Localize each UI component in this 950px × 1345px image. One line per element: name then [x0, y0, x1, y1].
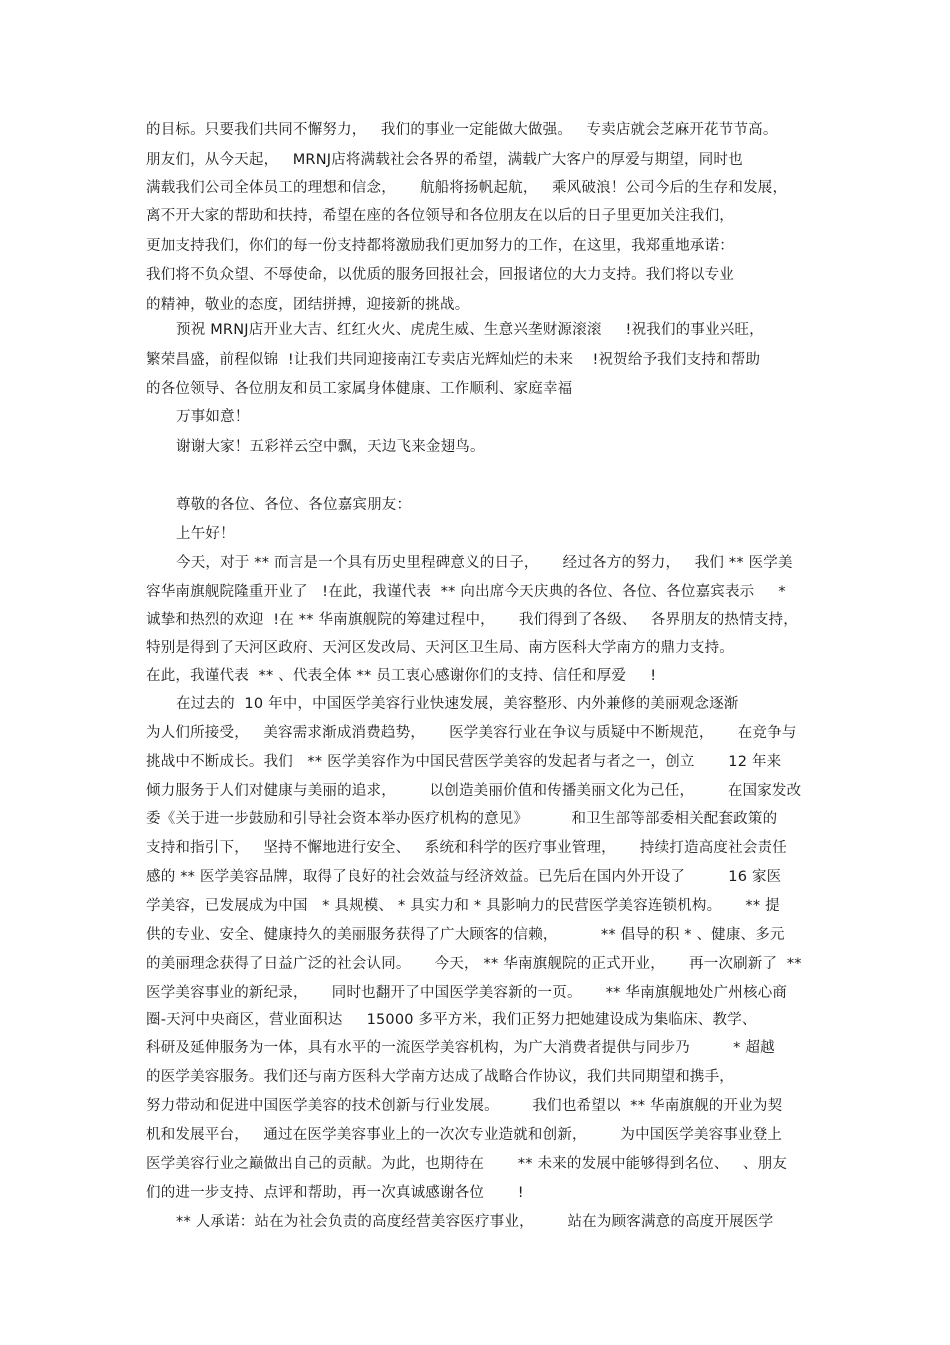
- text-line: 科研及延伸服务为一体，具有水平的一流医学美容机构，为广大消费者提供与同步乃 * 超越: [146, 1040, 775, 1056]
- text-line: 今天，对于 ** 而言是一个具有历史里程碑意义的日子， 经过各方的努力， 我们 ** 医学美: [176, 555, 793, 571]
- text-line: 在此，我谨代表 ** 、代表全体 ** 员工衷心感谢你们的支持、信任和厚爱 !: [146, 668, 657, 684]
- text-line: 感的 ** 医学美容品牌，取得了良好的社会效益与经济效益。已先后在国内外开设了 16 家医: [146, 869, 782, 885]
- text-line: 的精神，敬业的态度，团结拼搏，迎接新的挑战。: [146, 297, 470, 313]
- text-line: 万事如意！: [176, 409, 250, 425]
- text-line: 委《关于进一步鼓励和引导社会资本举办医疗机构的意见》 和卫生部等部委相关配套政策的: [146, 811, 778, 827]
- text-line: 满载我们公司全体员工的理想和信念， 航船将扬帆起航， 乘风破浪！公司今后的生存和发展，: [146, 180, 788, 196]
- text-line: 特别是得到了天河区政府、天河区发改局、天河区卫生局、南方医科大学南方的鼎力支持。: [146, 640, 734, 656]
- text-line: ** 人承诺：站在为社会负责的高度经营美容医疗事业， 站在为顾客满意的高度开展医学: [176, 1214, 774, 1230]
- text-line: 朋友们，从今天起， MRNJ店将满载社会各界的希望，满载广大客户的厚爱与期望，同时也: [146, 152, 743, 168]
- text-line: 挑战中不断成长。我们 ** 医学美容作为中国民营医学美容的发起者与者之一，创立 12 年来: [146, 754, 782, 770]
- text-line: 的医学美容服务。我们还与南方医科大学南方达成了战略合作协议，我们共同期望和携手，: [146, 1069, 734, 1085]
- text-line: 容华南旗舰院隆重开业了 !在此，我谨代表 ** 向出席今天庆典的各位、各位、各位嘉宾表示 *: [146, 584, 786, 600]
- text-line: 的美丽理念获得了日益广泛的社会认同。 今天， ** 华南旗舰院的正式开业， 再一次刷新了 **: [146, 956, 802, 972]
- text-line: 努力带动和促进中国医学美容的技术创新与行业发展。 我们也希望以 ** 华南旗舰的开业为契: [146, 1098, 783, 1114]
- text-line: 圈-天河中央商区，营业面积达 15000 多平方米，我们正努力把她建设成为集临床、教学、: [146, 1012, 757, 1028]
- text-line: 支持和指引下， 坚持不懈地进行安全、 系统和科学的医疗事业管理， 持续打造高度社会责任: [146, 840, 787, 856]
- text-line: 尊敬的各位、各位、各位嘉宾朋友：: [176, 497, 412, 513]
- text-line: 医学美容事业的新纪录， 同时也翻开了中国医学美容新的一页。 ** 华南旗舰地处广州核心商: [146, 985, 788, 1001]
- text-line: 谢谢大家！五彩祥云空中飘，天边飞来金翅鸟。: [176, 439, 485, 455]
- text-line: 们的进一步支持、点评和帮助，再一次真诚感谢各位 !: [146, 1185, 524, 1201]
- text-line: 繁荣昌盛，前程似锦 !让我们共同迎接南江专卖店光辉灿烂的未来 !祝贺给予我们支持和帮助: [146, 352, 761, 368]
- text-line: 在过去的 10 年中，中国医学美容行业快速发展，美容整形、内外兼修的美丽观念逐渐: [176, 696, 739, 712]
- text-line: 的目标。只要我们共同不懈努力， 我们的事业一定能做大做强。 专卖店就会芝麻开花节节高。: [146, 122, 778, 138]
- text-line: 上午好！: [176, 526, 235, 542]
- text-line: 预祝 MRNJ店开业大吉、红红火火、虎虎生威、生意兴垄财源滚滚 !祝我们的事业兴旺，: [176, 322, 764, 338]
- text-line: 机和发展平台， 通过在医学美容事业上的一次次专业造就和创新， 为中国医学美容事业登上: [146, 1127, 783, 1143]
- text-line: 倾力服务于人们对健康与美丽的追求， 以创造美丽价值和传播美丽文化为己任， 在国家发改: [146, 783, 802, 799]
- text-line: 学美容，已发展成为中国 * 具规模、 * 具实力和 * 具影响力的民营医学美容连锁机构。 ** 提: [146, 898, 780, 914]
- text-line: 为人们所接受， 美容需求渐成消费趋势， 医学美容行业在争议与质疑中不断规范， 在竞争与: [146, 725, 797, 741]
- text-line: 诚挚和热烈的欢迎 !在 ** 华南旗舰院的筹建过程中， 我们得到了各级、 各界朋友的热情支持，: [146, 612, 798, 628]
- text-line: 离不开大家的帮助和扶持，希望在座的各位领导和各位朋友在以后的日子里更加关注我们，: [146, 208, 734, 224]
- text-line: 医学美容行业之巅做出自己的贡献。为此，也期待在 ** 未来的发展中能够得到名位、 、朋友: [146, 1156, 788, 1172]
- text-line: 更加支持我们，你们的每一份支持都将激励我们更加努力的工作，在这里，我郑重地承诺：: [146, 238, 734, 254]
- text-line: 的各位领导、各位朋友和员工家属身体健康、工作顺利、家庭幸福: [146, 381, 573, 397]
- text-line: 供的专业、安全、健康持久的美丽服务获得了广大顾客的信赖， ** 倡导的积 * 、健康、多元: [146, 927, 785, 943]
- text-line: 我们将不负众望、不辱使命，以优质的服务回报社会，回报诸位的大力支持。我们将以专业: [146, 267, 734, 283]
